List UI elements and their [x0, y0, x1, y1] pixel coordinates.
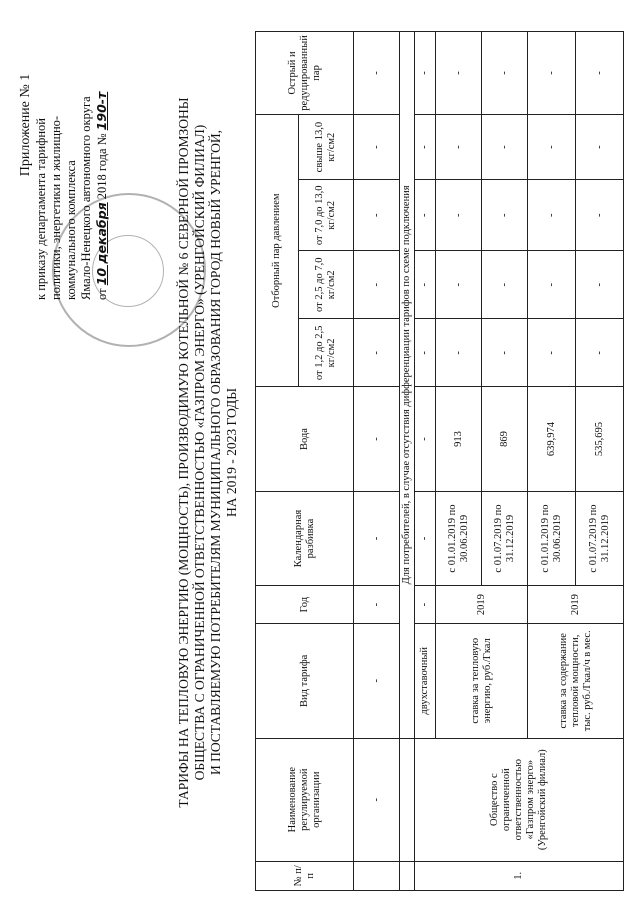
header-pressure-2: от 2,5 до 7,0 кг/см2 [299, 251, 354, 319]
cell: - [415, 32, 436, 115]
cell: - [354, 623, 400, 738]
org-name: Общество с ограниченной ответственностью «Газпром энерго» (Уренгойский филиал) [415, 738, 624, 861]
cell: - [415, 180, 436, 251]
cell: - [436, 32, 482, 115]
year-text: 2018 года № [95, 133, 109, 200]
header-sharp-steam: Острый и редуцированный пар [256, 32, 354, 115]
cell: - [354, 114, 400, 180]
cell: - [482, 32, 528, 115]
header-year: Год [256, 586, 354, 623]
cell: - [436, 319, 482, 387]
tariff-capacity-rate: ставка за содержание тепловой мощности, тыс. руб./Гкал/ч в мес. [528, 623, 624, 738]
cell: - [354, 387, 400, 491]
title-line: И ПОСТАВЛЯЕМУЮ ПОТРЕБИТЕЛЯМ МУНИЦИПАЛЬНОГО ОБРАЗОВАНИЯ ГОРОД НОВЫЙ УРЕНГОЙ, [208, 129, 223, 776]
cell: - [528, 114, 576, 180]
cell: - [354, 586, 400, 623]
cell: - [576, 180, 624, 251]
header-num: № п/п [256, 861, 354, 890]
cell: - [354, 251, 400, 319]
cell: - [415, 387, 436, 491]
header-steam-group: Отборный пар давлением [256, 114, 299, 387]
cell: - [576, 319, 624, 387]
appendix-block [18, 10, 110, 300]
water-value: 535,695 [576, 387, 624, 491]
tariff-two-part: двухставочный [415, 623, 436, 738]
header-org: Наименование регулируемой организации [256, 738, 354, 861]
cell: - [482, 251, 528, 319]
year-cell: 2019 [436, 586, 528, 623]
appendix-line: коммунального комплекса [64, 160, 78, 300]
cell: - [436, 114, 482, 180]
tariff-table [255, 31, 624, 891]
cell: - [354, 491, 400, 586]
cell: - [354, 32, 400, 115]
cell: - [482, 114, 528, 180]
water-value: 869 [482, 387, 528, 491]
cell: - [354, 180, 400, 251]
period-cell: с 01.01.2019 по 30.06.2019 [436, 491, 482, 586]
appendix-line: к приказу департамента тарифной [34, 118, 48, 300]
header-pressure-1: от 1,2 до 2,5 кг/см2 [299, 319, 354, 387]
year-cell: 2019 [528, 586, 624, 623]
title-line: ОБЩЕСТВА С ОГРАНИЧЕННОЙ ОТВЕТСТВЕННОСТЬЮ «ГАЗПРОМ ЭНЕРГО» (УРЕНГОЙСКИЙ ФИЛИАЛ) [192, 124, 207, 781]
water-value: 913 [436, 387, 482, 491]
handwritten-date: 10 декабря [94, 202, 109, 286]
appendix-line: Ямало-Ненецкого автономного округа [79, 96, 93, 300]
header-calendar: Календарная разбивка [256, 491, 354, 586]
cell: - [415, 586, 436, 623]
header-pressure-3: от 7,0 до 13,0 кг/см2 [299, 180, 354, 251]
cell: - [354, 319, 400, 387]
table-row [415, 32, 436, 891]
appendix-line: политики, энергетики и жилищно- [49, 115, 63, 300]
cell: - [415, 319, 436, 387]
cell: - [436, 251, 482, 319]
row-number: 1. [415, 861, 624, 890]
header-water: Вода [256, 387, 354, 491]
cell: - [482, 180, 528, 251]
cell: - [528, 180, 576, 251]
date-prefix: от [95, 288, 109, 300]
title-line: НА 2019 - 2023 ГОДЫ [224, 387, 239, 518]
cell: - [528, 32, 576, 115]
cell: - [415, 114, 436, 180]
appendix-title: Приложение № 1 [18, 73, 33, 177]
cell: - [576, 114, 624, 180]
title-line: ТАРИФЫ НА ТЕПЛОВУЮ ЭНЕРГИЮ (МОЩНОСТЬ), ПРОИЗВОДИМУЮ КОТЕЛЬНОЙ № 6 СЕВЕРНОЙ ПРОМЗОНЫ [176, 97, 191, 808]
cell: - [415, 251, 436, 319]
cell: - [482, 319, 528, 387]
document-title [176, 30, 240, 875]
water-value: 639,974 [528, 387, 576, 491]
appendix-date-line [94, 10, 110, 300]
period-cell: с 01.07.2019 по 31.12.2019 [482, 491, 528, 586]
section-row [400, 32, 415, 891]
table-row [354, 32, 400, 891]
section-title: Для потребителей, в случае отсутствия дифференциации тарифов по схеме подключения [400, 32, 415, 739]
tariff-energy-rate: ставка за тепловую энергию, руб./Гкал [436, 623, 528, 738]
cell: - [576, 32, 624, 115]
header-tariff-type: Вид тарифа [256, 623, 354, 738]
cell: - [576, 251, 624, 319]
period-cell: с 01.07.2019 по 31.12.2019 [576, 491, 624, 586]
cell: - [436, 180, 482, 251]
header-pressure-4: свыше 13,0 кг/см2 [299, 114, 354, 180]
cell: - [528, 251, 576, 319]
cell: - [415, 491, 436, 586]
handwritten-number: 190-т [94, 91, 109, 131]
cell: - [354, 738, 400, 861]
cell: - [528, 319, 576, 387]
period-cell: с 01.01.2019 по 30.06.2019 [528, 491, 576, 586]
